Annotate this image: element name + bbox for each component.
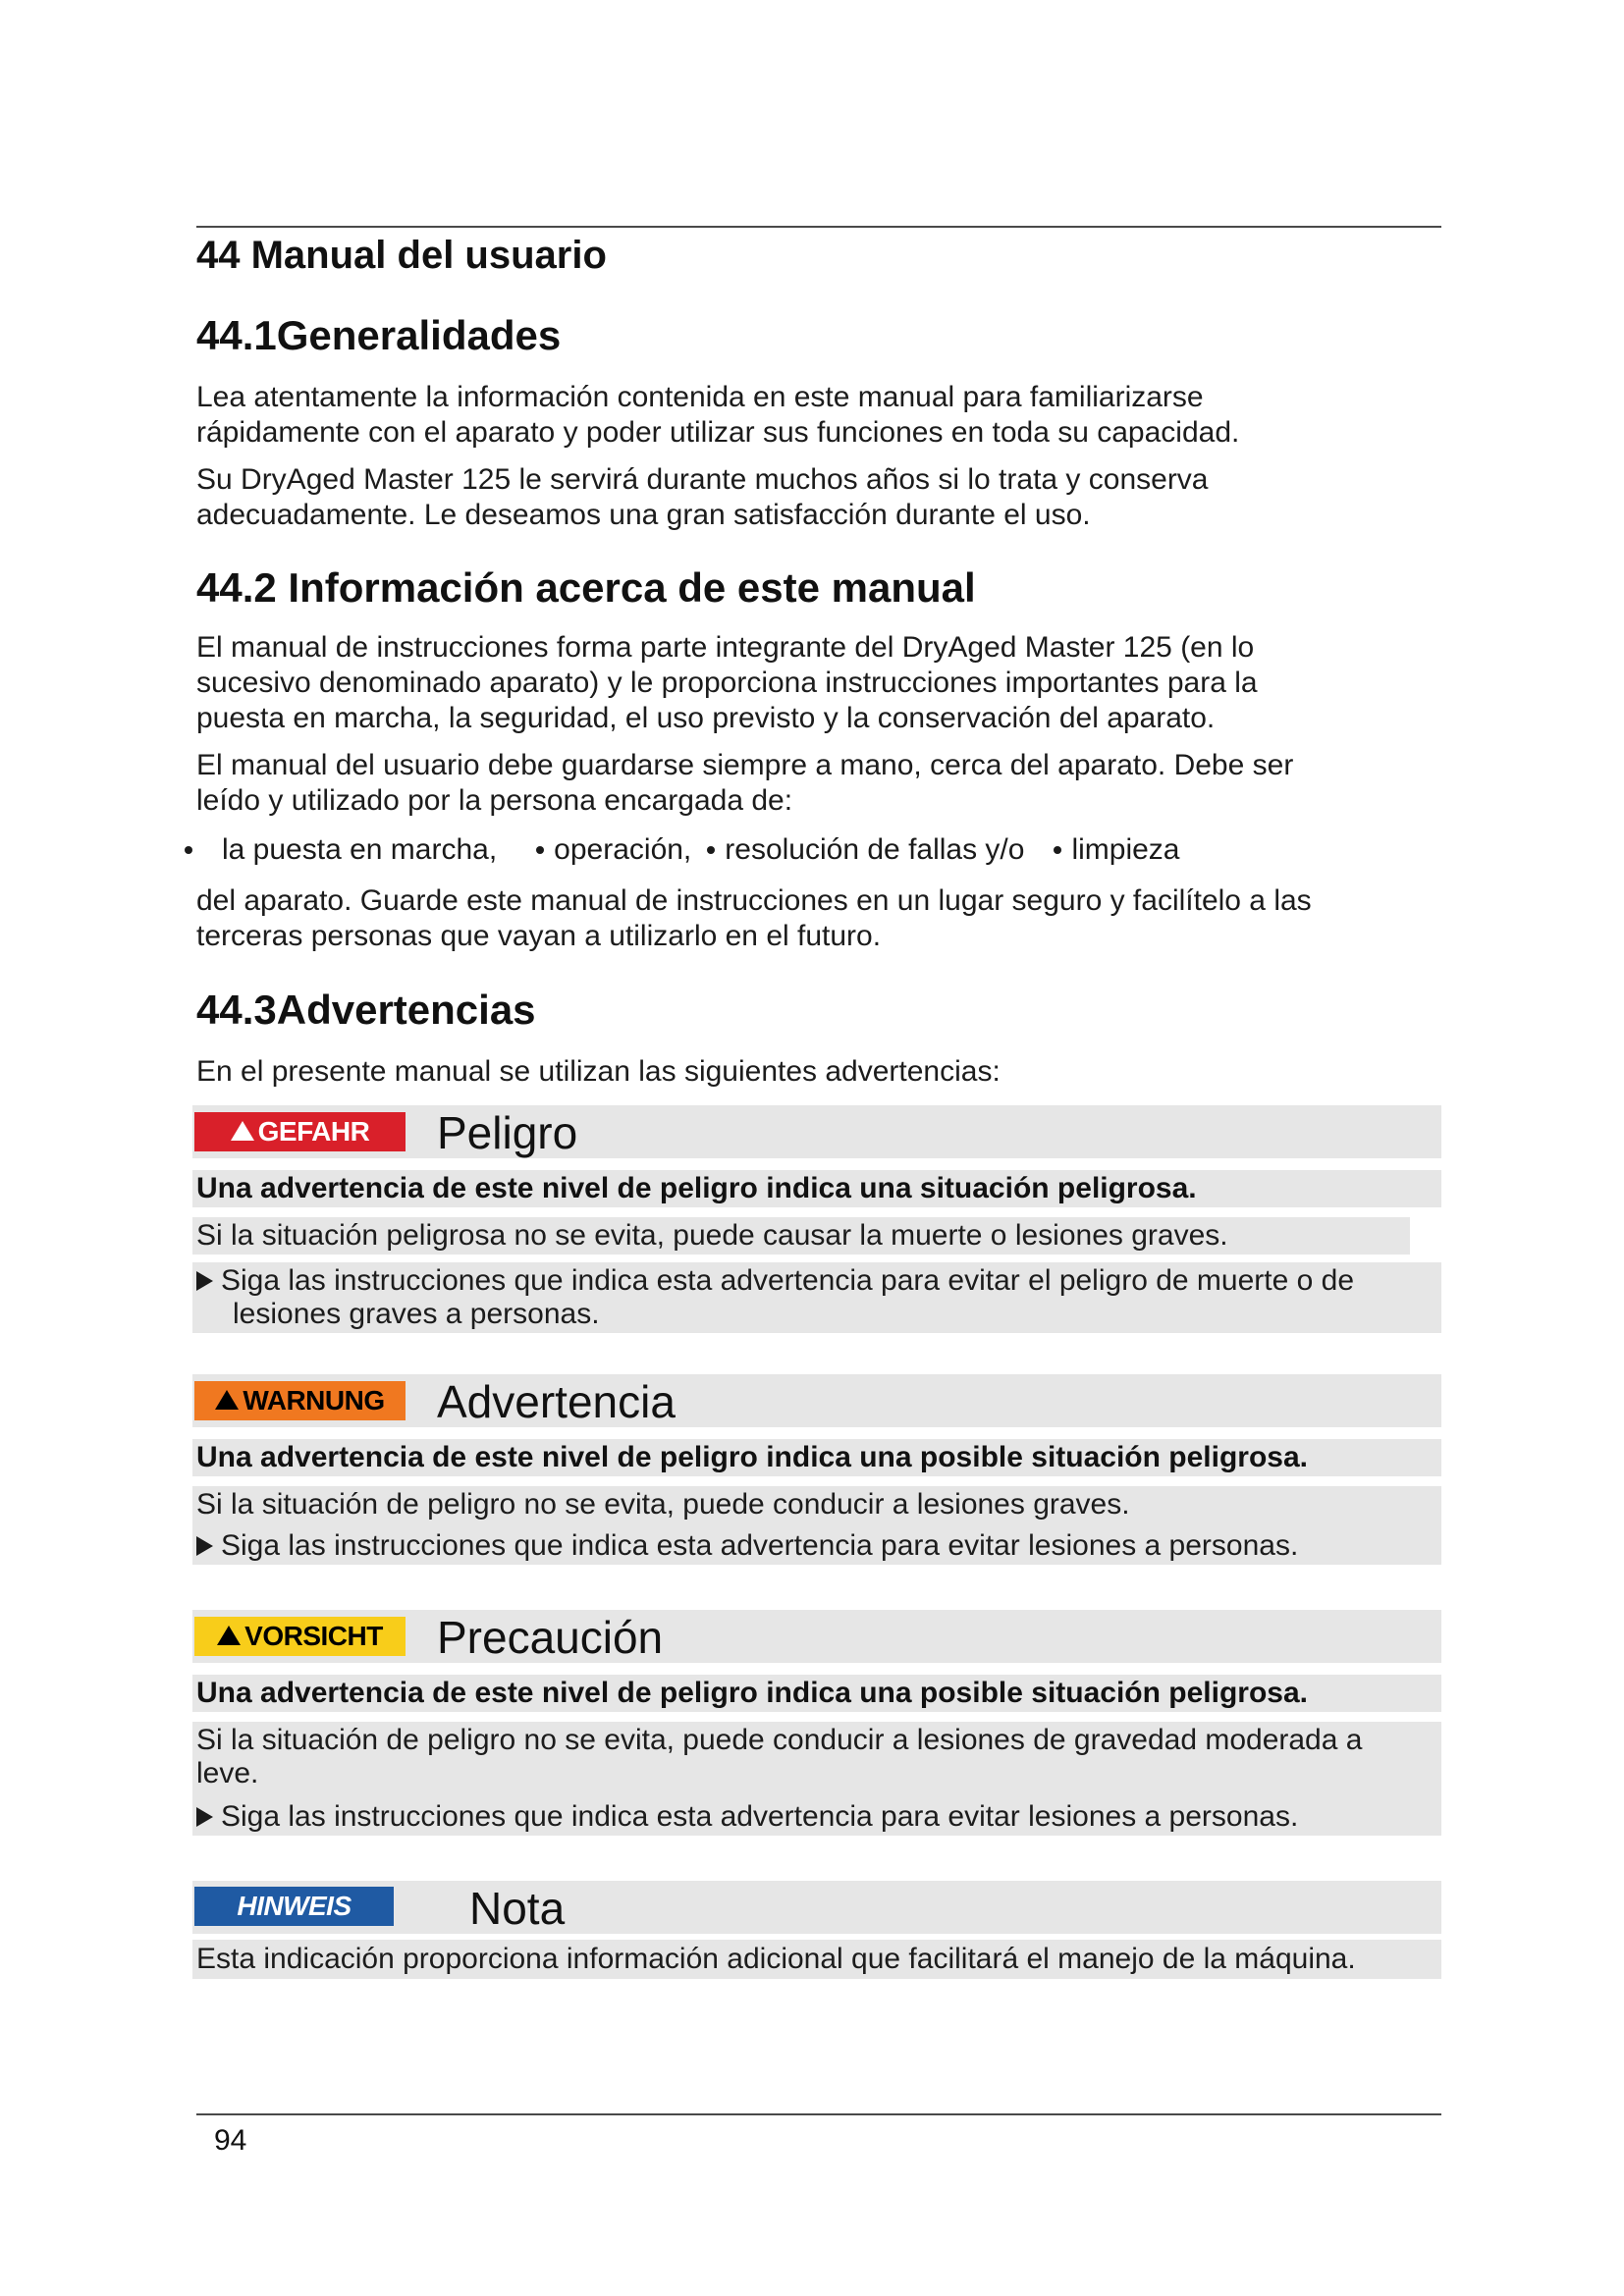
- list-item: resolución de fallas y/o: [707, 832, 1024, 868]
- s2-paragraph-3-line-2: terceras personas que vayan a utilizarlo en el futuro.: [196, 920, 882, 952]
- notice-text: Esta indicación proporciona información adicional que facilitará el manejo de la máquina.: [196, 1943, 1356, 1975]
- warning-triangle-icon: [231, 1121, 254, 1141]
- section-title-informacion-manual: 44.2 Información acerca de este manual: [196, 564, 976, 611]
- s2-paragraph-2-line-2: leído y utilizado por la persona encargada de:: [196, 784, 793, 817]
- caution-title: Precaución: [437, 1612, 664, 1663]
- danger-action-line-1: Siga las instrucciones que indica esta advertencia para evitar el peligro de muerte o de: [196, 1264, 1354, 1298]
- section-title-generalidades: 44.1Generalidades: [196, 312, 562, 358]
- notice-signal-label: HINWEIS: [194, 1887, 394, 1926]
- caution-action: Siga las instrucciones que indica esta advertencia para evitar lesiones a personas.: [196, 1800, 1298, 1834]
- s1-paragraph-2-line-2: adecuadamente. Le deseamos una gran satisfacción durante el uso.: [196, 499, 1091, 531]
- s2-paragraph-3-line-1: del aparato. Guarde este manual de instrucciones en un lugar seguro y facilítelo a las: [196, 884, 1312, 917]
- arrow-right-icon: [196, 1807, 213, 1827]
- warning-signal-label: WARNUNG: [194, 1381, 406, 1420]
- caution-consequence-line-2: leve.: [196, 1757, 259, 1789]
- danger-signal-label: GEFAHR: [194, 1112, 406, 1151]
- arrow-right-icon: [196, 1536, 213, 1556]
- warning-action: Siga las instrucciones que indica esta advertencia para evitar lesiones a personas.: [196, 1529, 1298, 1563]
- s2-paragraph-1-line-1: El manual de instrucciones forma parte integrante del DryAged Master 125 (en lo: [196, 631, 1255, 664]
- s2-paragraph-1-line-2: sucesivo denominado aparato) y le proporciona instrucciones importantes para la: [196, 667, 1258, 699]
- footer-rule: [196, 2113, 1441, 2115]
- task-bullet-list: [185, 832, 1180, 868]
- warning-title: Advertencia: [437, 1376, 676, 1427]
- danger-title: Peligro: [437, 1107, 578, 1158]
- caution-signal-label: VORSICHT: [194, 1617, 406, 1656]
- notice-title: Nota: [469, 1883, 566, 1934]
- warning-consequence: Si la situación de peligro no se evita, puede conducir a lesiones graves.: [196, 1488, 1130, 1521]
- list-item: limpieza: [1054, 832, 1179, 868]
- s1-paragraph-1-line-2: rápidamente con el aparato y poder utilizar sus funciones en toda su capacidad.: [196, 416, 1240, 449]
- danger-consequence: Si la situación peligrosa no se evita, puede causar la muerte o lesiones graves.: [196, 1219, 1228, 1252]
- s2-paragraph-1-line-3: puesta en marcha, la seguridad, el uso previsto y la conservación del aparato.: [196, 702, 1216, 734]
- danger-definition: Una advertencia de este nivel de peligro indica una situación peligrosa.: [196, 1172, 1197, 1204]
- s2-paragraph-2-line-1: El manual del usuario debe guardarse siempre a mano, cerca del aparato. Debe ser: [196, 749, 1294, 781]
- chapter-title: 44 Manual del usuario: [196, 234, 607, 277]
- section-title-advertencias: 44.3Advertencias: [196, 987, 536, 1033]
- caution-definition: Una advertencia de este nivel de peligro indica una posible situación peligrosa.: [196, 1677, 1308, 1709]
- warning-definition: Una advertencia de este nivel de peligro indica una posible situación peligrosa.: [196, 1441, 1308, 1473]
- s1-paragraph-1-line-1: Lea atentamente la información contenida en este manual para familiarizarse: [196, 381, 1204, 413]
- arrow-right-icon: [196, 1271, 213, 1291]
- header-rule: [196, 226, 1441, 228]
- warning-triangle-icon: [217, 1626, 241, 1645]
- s1-paragraph-2-line-1: Su DryAged Master 125 le servirá durante muchos años si lo trata y conserva: [196, 463, 1209, 496]
- warnings-intro: En el presente manual se utilizan las siguientes advertencias:: [196, 1055, 1001, 1088]
- list-item: operación,: [536, 832, 691, 868]
- caution-consequence-line-1: Si la situación de peligro no se evita, puede conducir a lesiones de gravedad moderada a: [196, 1724, 1363, 1756]
- list-item: la puesta en marcha,: [185, 832, 497, 868]
- warning-triangle-icon: [215, 1390, 239, 1410]
- danger-action-line-2: lesiones graves a personas.: [233, 1298, 600, 1330]
- page-number: 94: [214, 2124, 247, 2157]
